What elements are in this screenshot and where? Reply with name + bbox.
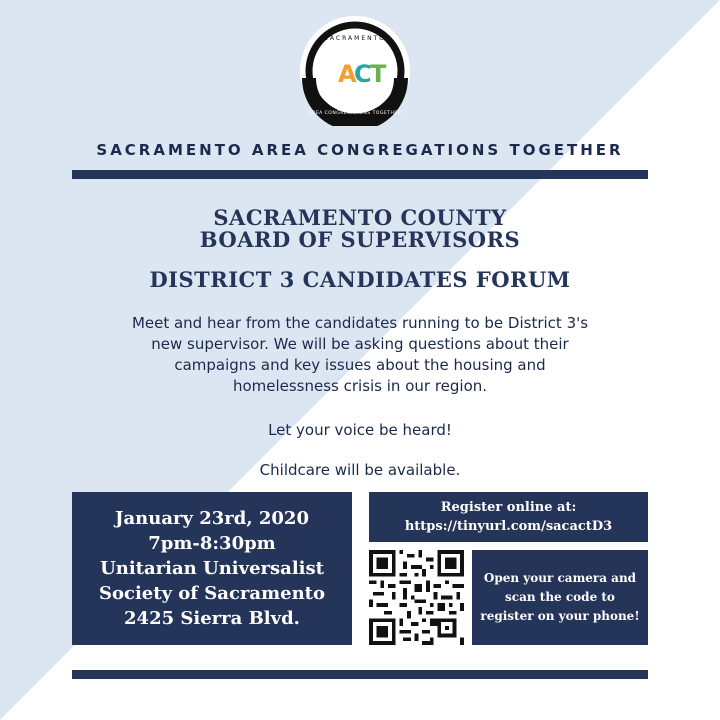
forum-subtitle: DISTRICT 3 CANDIDATES FORUM (149, 267, 571, 292)
event-details-box (72, 492, 352, 645)
logo-ring-top-text: SACRAMENTO (324, 35, 386, 42)
description (90, 313, 630, 397)
event-venue-line-1: Unitarian Universalist (100, 558, 324, 579)
svg-text:C: C (354, 60, 372, 88)
childcare-text: Childcare will be available. (259, 461, 461, 479)
svg-text:A: A (338, 60, 357, 88)
register-box (369, 492, 648, 542)
event-venue-line-2: Society of Sacramento (99, 583, 325, 604)
event-address: 2425 Sierra Blvd. (124, 608, 300, 629)
register-label: Register online at: (440, 500, 577, 515)
title-line-1: SACRAMENTO COUNTY (213, 205, 507, 230)
description-line: new supervisor. We will be asking questions about their (151, 335, 569, 353)
camera-line-1: Open your camera and (483, 571, 637, 585)
title-line-2: BOARD OF SUPERVISORS (199, 227, 521, 252)
qr-code-icon[interactable] (369, 550, 464, 645)
divider-top (72, 170, 648, 179)
camera-line-3: register on your phone! (480, 609, 640, 623)
description-line: Meet and hear from the candidates running to be District 3's (131, 314, 589, 332)
divider-bottom (72, 670, 648, 679)
act-logo-icon (300, 16, 410, 126)
event-time: 7pm-8:30pm (148, 533, 276, 554)
camera-instructions-box (472, 550, 648, 645)
register-url-link[interactable]: https://tinyurl.com/sacactD3 (404, 519, 613, 534)
org-name: SACRAMENTO AREA CONGREGATIONS TOGETHER (96, 141, 624, 159)
event-date: January 23rd, 2020 (115, 508, 309, 529)
title-block (0, 207, 720, 292)
camera-line-2: scan the code to (505, 590, 615, 604)
description-line: campaigns and key issues about the housing and (174, 356, 546, 374)
description-line: homelessness crisis in our region. (232, 377, 488, 395)
voice-text: Let your voice be heard! (268, 421, 452, 439)
logo-ring-bottom-text: AREA CONGREGATIONS TOGETHER (308, 111, 402, 116)
svg-text:T: T (370, 60, 387, 88)
